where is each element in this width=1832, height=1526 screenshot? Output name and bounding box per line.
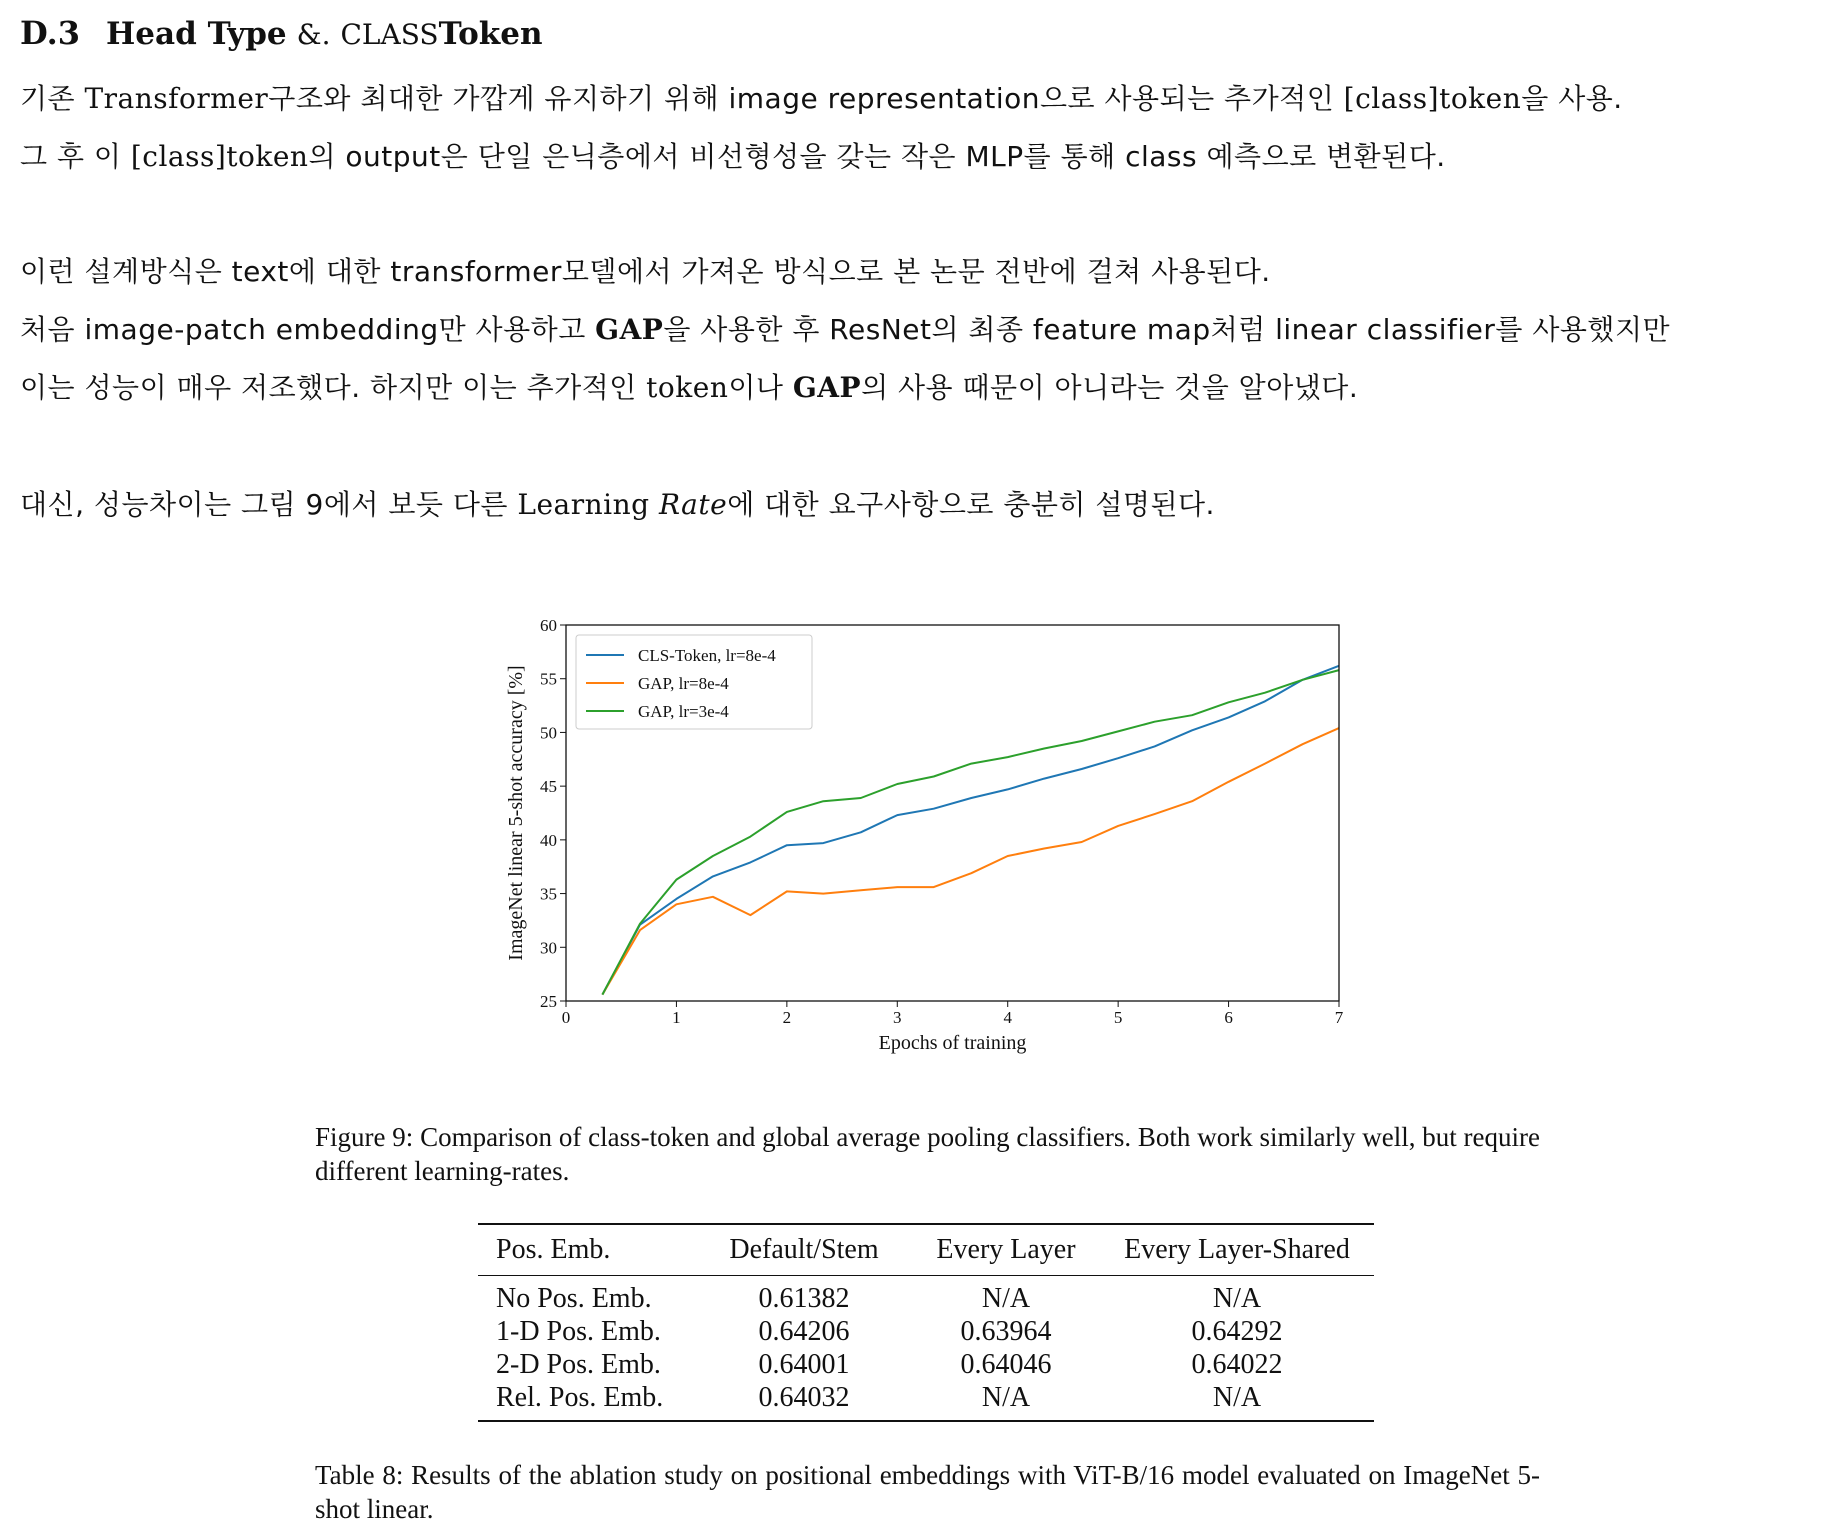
text-run: 기존 [20, 82, 85, 115]
heading-part-2: &. [296, 18, 331, 51]
table-cell: 0.64032 [758, 1381, 850, 1413]
table-cell: 0.64001 [758, 1348, 850, 1380]
x-axis-label: Epochs of training [878, 1032, 1027, 1054]
y-tick-label: 60 [540, 616, 557, 635]
text-run: GAP [595, 313, 664, 346]
paragraph-1 [20, 70, 1623, 128]
legend-label: CLS-Token, lr=8e-4 [638, 646, 776, 665]
table-cell: 0.61382 [758, 1282, 850, 1314]
text-run: 에 대한 요구사항으로 충분히 설명된다. [727, 488, 1215, 521]
table-cell: N/A [1212, 1381, 1262, 1413]
y-tick-label: 30 [540, 938, 557, 958]
x-tick-label: 4 [1003, 1008, 1012, 1027]
text-run: Learning [517, 488, 650, 521]
table-caption: Table 8: Results of the ablation study on positional embeddings with ViT-B/16 model evaluated on ImageNet 5-shot linear. [315, 1460, 1540, 1524]
x-tick-label: 5 [1113, 1008, 1123, 1027]
text-run: Transformer [84, 82, 269, 115]
line-chart [490, 605, 1350, 1065]
text-run: GAP [792, 371, 862, 404]
series-line-1 [602, 728, 1339, 995]
table-cell: N/A [981, 1381, 1031, 1413]
text-run: 이는 성능이 매우 저조했다. 하지만 이는 추가적인 [20, 371, 647, 404]
text-run: 그 후 이 [20, 140, 131, 173]
text-run: [class]token [130, 140, 309, 173]
x-tick-label: 6 [1224, 1008, 1233, 1027]
y-tick-label: 45 [540, 777, 557, 797]
table-cell: Rel. Pos. Emb. [496, 1381, 664, 1413]
y-tick-label: 50 [540, 723, 557, 743]
y-tick-label: 40 [540, 830, 557, 850]
table-header-cell: Every Layer [936, 1234, 1076, 1265]
table-cell: 0.64292 [1191, 1315, 1283, 1347]
table-row [478, 1348, 1374, 1381]
paragraph-2 [20, 128, 1446, 186]
table-header-cell: Default/Stem [729, 1234, 879, 1265]
table-header-cell: Pos. Emb. [496, 1234, 611, 1265]
table-cell: No Pos. Emb. [496, 1282, 652, 1314]
table-header-cell: Every Layer-Shared [1124, 1234, 1350, 1265]
text-run: 대신, 성능차이는 그림 9에서 보듯 다른 [20, 488, 518, 521]
text-run: 을 사용한 후 ResNet의 최종 feature map처럼 linear classifier를 사용했지만 [663, 313, 1671, 346]
results-table [478, 1223, 1374, 1422]
x-tick-label: 1 [672, 1008, 681, 1027]
text-run: Rate [658, 488, 728, 521]
paragraph-3: 이런 설계방식은 text에 대한 transformer모델에서 가져온 방식으로 본 논문 전반에 걸쳐 사용된다. [20, 255, 1271, 288]
paragraph-4 [20, 301, 1670, 359]
table-cell: 0.64022 [1191, 1348, 1283, 1380]
paragraph-5 [20, 359, 1358, 417]
y-tick-label: 55 [540, 669, 557, 689]
x-tick-label: 2 [782, 1008, 792, 1027]
y-tick-label: 35 [540, 884, 557, 904]
table-cell: 0.63964 [960, 1315, 1052, 1347]
table-cell: 0.64206 [758, 1315, 850, 1347]
text-run: 구조와 최대한 가깝게 유지하기 위해 image representation으로 사용되는 추가적인 [268, 82, 1344, 115]
section-number: D.3 [20, 14, 81, 52]
heading-part-3: CLASS [340, 18, 439, 51]
table-cell: 1-D Pos. Emb. [496, 1315, 661, 1347]
text-run: 을 사용. [1521, 82, 1623, 115]
paragraph-6 [20, 476, 1215, 534]
legend-label: GAP, lr=8e-4 [638, 674, 729, 693]
figure-caption: Figure 9: Comparison of class-token and global average pooling classifiers. Both work similarly well, but require different learning-rates. [315, 1122, 1540, 1186]
text-run: 의 사용 때문이 아니라는 것을 알아냈다. [861, 371, 1359, 404]
text-run: [class]token [1343, 82, 1522, 115]
x-tick-label: 3 [893, 1008, 902, 1027]
text-run: 이나 [728, 371, 793, 404]
heading-part-1: Head Type [106, 16, 287, 52]
table-row [478, 1381, 1374, 1421]
table-cell: 0.64046 [960, 1348, 1052, 1380]
y-tick-label: 25 [540, 992, 557, 1011]
table-row [478, 1315, 1374, 1348]
x-tick-label: 0 [561, 1008, 571, 1027]
x-tick-label: 7 [1334, 1008, 1344, 1027]
section-heading [20, 14, 543, 62]
table-cell: N/A [981, 1282, 1031, 1314]
table-row [478, 1276, 1374, 1316]
text-run: token [646, 371, 729, 404]
table-header-row [478, 1224, 1374, 1276]
legend-label: GAP, lr=3e-4 [638, 702, 729, 721]
heading-part-4: Token [438, 16, 543, 52]
table-cell: 2-D Pos. Emb. [496, 1348, 661, 1380]
text-run: 처음 image-patch embedding만 사용하고 [20, 313, 596, 346]
y-axis-label: ImageNet linear 5-shot accuracy [%] [505, 665, 527, 961]
table-cell: N/A [1212, 1282, 1262, 1314]
text-run: 의 output은 단일 은닉층에서 비선형성을 갖는 작은 MLP를 통해 class 예측으로 변환된다. [308, 140, 1446, 173]
